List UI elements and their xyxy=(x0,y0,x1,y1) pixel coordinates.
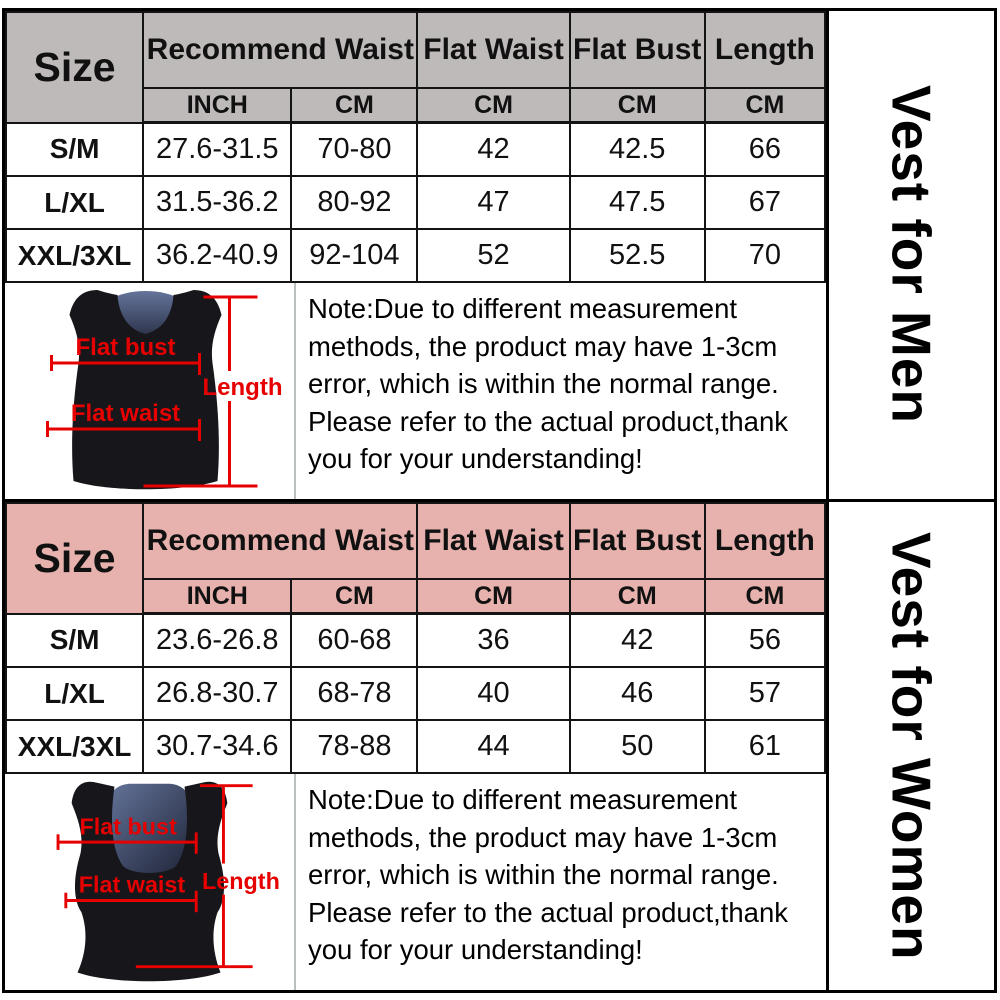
unit-cm: CM xyxy=(705,579,825,614)
cell-size: L/XL xyxy=(6,667,143,720)
men-vest-illustration xyxy=(5,283,294,499)
bust-label: Flat bust xyxy=(79,813,177,840)
col-recommend-waist: Recommend Waist xyxy=(143,503,417,579)
unit-inch: INCH xyxy=(143,88,291,123)
chart-frame xyxy=(2,8,997,993)
cell-cm: 80-92 xyxy=(291,176,417,229)
cell-length: 70 xyxy=(705,229,825,282)
cell-length: 56 xyxy=(705,614,825,668)
men-size-table xyxy=(5,11,826,283)
cell-flat-bust: 52.5 xyxy=(570,229,705,282)
cell-inch: 27.6-31.5 xyxy=(143,123,291,177)
table-row xyxy=(6,614,825,668)
women-vest-illustration xyxy=(5,774,294,990)
women-bottom-row xyxy=(5,774,826,990)
cell-size: S/M xyxy=(6,614,143,668)
cell-size: L/XL xyxy=(6,176,143,229)
unit-cm: CM xyxy=(417,88,569,123)
col-flat-bust: Flat Bust xyxy=(570,503,705,579)
cell-flat-waist: 36 xyxy=(417,614,569,668)
cell-size: S/M xyxy=(6,123,143,177)
cell-flat-bust: 50 xyxy=(570,720,705,773)
table-row xyxy=(6,176,825,229)
cell-length: 66 xyxy=(705,123,825,177)
waist-label: Flat waist xyxy=(70,400,181,427)
men-note-cell xyxy=(294,283,826,499)
cell-flat-waist: 47 xyxy=(417,176,569,229)
cell-flat-waist: 44 xyxy=(417,720,569,773)
cell-flat-bust: 42 xyxy=(570,614,705,668)
cell-flat-bust: 42.5 xyxy=(570,123,705,177)
table-row xyxy=(6,667,825,720)
cell-cm: 78-88 xyxy=(291,720,417,773)
bust-label: Flat bust xyxy=(75,334,176,361)
men-vest-svg xyxy=(5,283,294,499)
cell-flat-bust: 46 xyxy=(570,667,705,720)
cell-flat-waist: 52 xyxy=(417,229,569,282)
men-content xyxy=(5,11,826,499)
cell-flat-bust: 47.5 xyxy=(570,176,705,229)
length-label: Length xyxy=(202,374,283,401)
table-row xyxy=(6,720,825,773)
waist-label: Flat waist xyxy=(78,871,186,898)
men-side-label: Vest for Men xyxy=(880,85,943,425)
col-flat-waist: Flat Waist xyxy=(417,503,569,579)
col-length: Length xyxy=(705,12,825,88)
table-row xyxy=(6,123,825,177)
length-label: Length xyxy=(202,867,280,894)
women-side-panel xyxy=(826,502,994,990)
table-row xyxy=(6,229,825,282)
men-bottom-row xyxy=(5,283,826,499)
cell-length: 61 xyxy=(705,720,825,773)
note-text: Note:Due to different measurement methods, the product may have 1-3cm error, which is within the normal range. Please refer to the actual product,thank you for your understanding! xyxy=(308,293,789,474)
cell-length: 57 xyxy=(705,667,825,720)
unit-cm: CM xyxy=(705,88,825,123)
cell-inch: 31.5-36.2 xyxy=(143,176,291,229)
cell-cm: 60-68 xyxy=(291,614,417,668)
col-size: Size xyxy=(6,12,143,123)
cell-flat-waist: 40 xyxy=(417,667,569,720)
unit-cm: CM xyxy=(570,88,705,123)
men-section xyxy=(5,11,994,502)
col-size: Size xyxy=(6,503,143,614)
cell-cm: 68-78 xyxy=(291,667,417,720)
cell-length: 67 xyxy=(705,176,825,229)
men-side-panel xyxy=(826,11,994,499)
cell-inch: 23.6-26.8 xyxy=(143,614,291,668)
col-recommend-waist: Recommend Waist xyxy=(143,12,417,88)
women-vest-svg xyxy=(5,774,294,990)
cell-cm: 70-80 xyxy=(291,123,417,177)
women-content xyxy=(5,502,826,990)
cell-size: XXL/3XL xyxy=(6,720,143,773)
cell-inch: 30.7-34.6 xyxy=(143,720,291,773)
women-side-label: Vest for Women xyxy=(880,531,943,961)
unit-inch: INCH xyxy=(143,579,291,614)
unit-cm: CM xyxy=(291,579,417,614)
col-flat-bust: Flat Bust xyxy=(570,12,705,88)
women-note-cell xyxy=(294,774,826,990)
unit-cm: CM xyxy=(417,579,569,614)
col-length: Length xyxy=(705,503,825,579)
cell-size: XXL/3XL xyxy=(6,229,143,282)
cell-cm: 92-104 xyxy=(291,229,417,282)
cell-flat-waist: 42 xyxy=(417,123,569,177)
women-header-row xyxy=(6,503,825,579)
women-section xyxy=(5,502,994,990)
cell-inch: 26.8-30.7 xyxy=(143,667,291,720)
cell-inch: 36.2-40.9 xyxy=(143,229,291,282)
col-flat-waist: Flat Waist xyxy=(417,12,569,88)
unit-cm: CM xyxy=(570,579,705,614)
unit-cm: CM xyxy=(291,88,417,123)
note-text: Note:Due to different measurement methods, the product may have 1-3cm error, which is within the normal range. Please refer to the actual product,thank you for your understanding! xyxy=(308,784,789,965)
women-size-table xyxy=(5,502,826,774)
men-header-row xyxy=(6,12,825,88)
